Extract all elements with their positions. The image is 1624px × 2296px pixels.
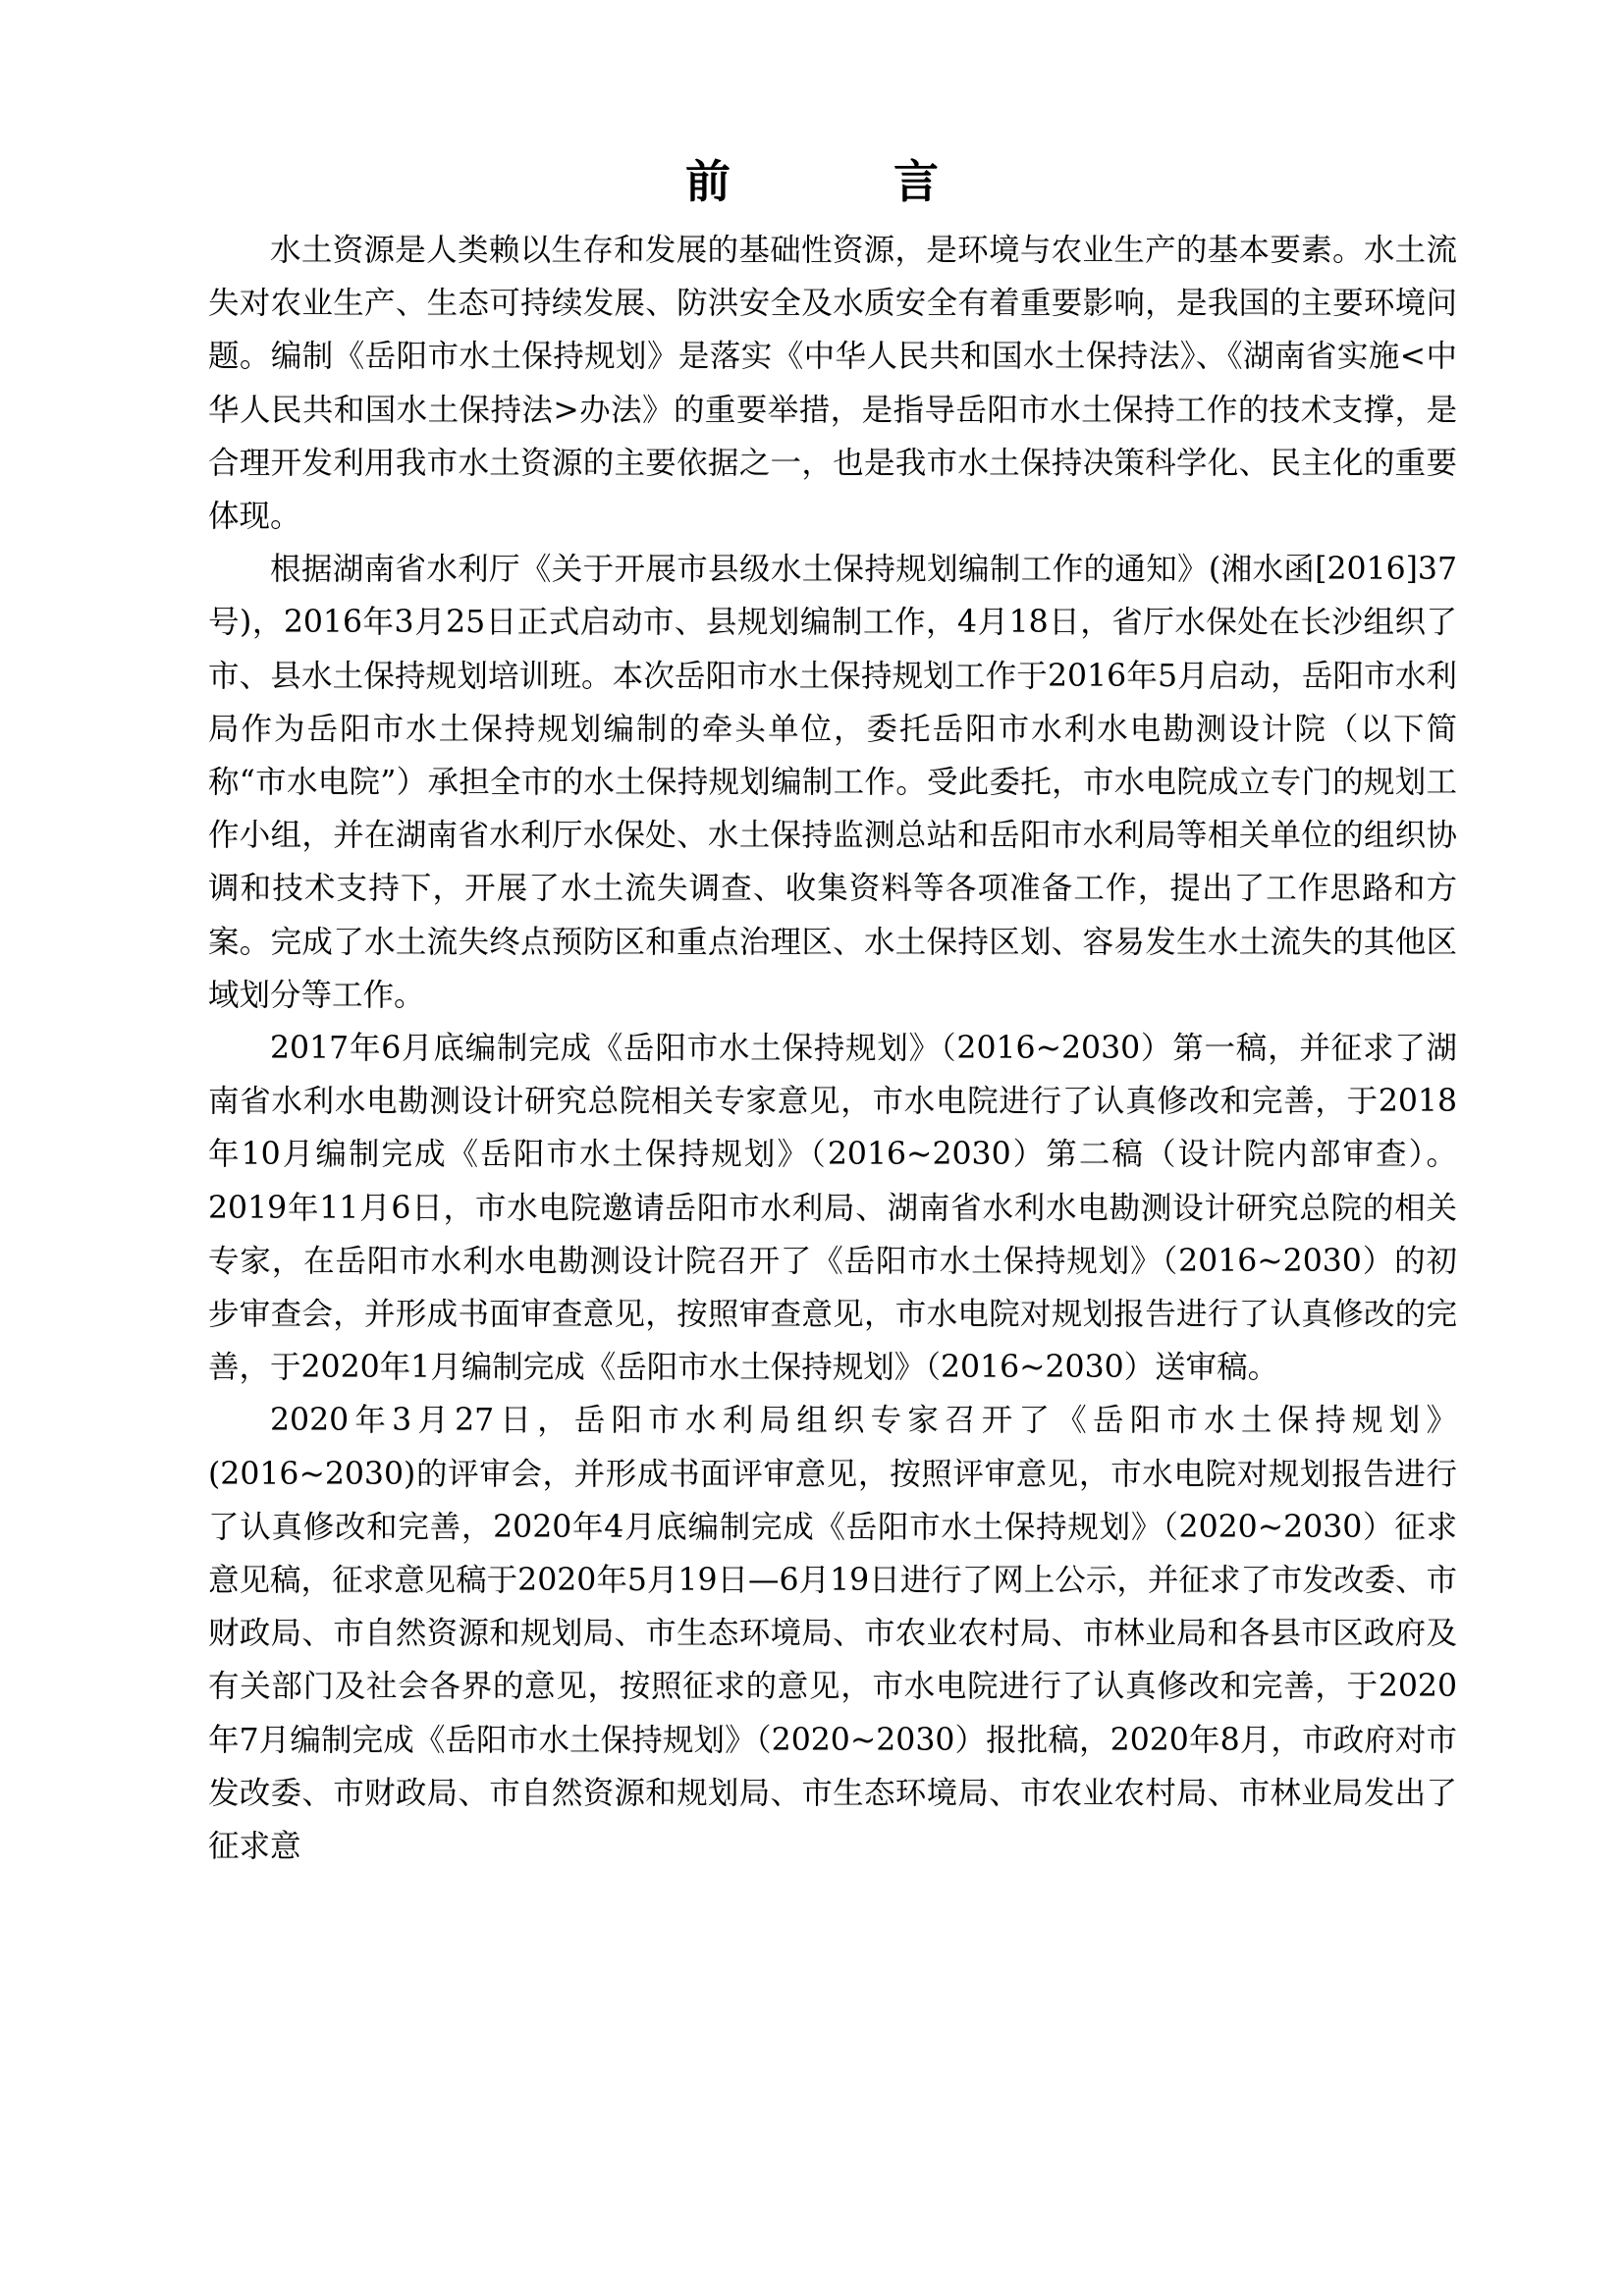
paragraph-1: 水土资源是人类赖以生存和发展的基础性资源，是环境与农业生产的基本要素。水土流失对农业生产、生态可持续发展、防洪安全及水质安全有着重要影响，是我国的主要环境问题。编制《岳阳市水土保持规划》是落实《中华人民共和国水土保持法》、《湖南省实施<中华人民共和国水土保持法>办法》的重要举措，是指导岳阳市水土保持工作的技术支撑，是合理开发利用我市水土资源的主要依据之一，也是我市水土保持决策科学化、民主化的重要体现。 [208, 233, 1457, 535]
document-body [208, 224, 1457, 1873]
paragraph-2: 根据湖南省水利厅《关于开展市县级水土保持规划编制工作的通知》(湘水函[2016]37号)，2016年3月25日正式启动市、县规划编制工作，4月18日，省厅水保处在长沙组织了市、县水土保持规划培训班。本次岳阳市水土保持规划工作于2016年5月启动，岳阳市水利局作为岳阳市水土保持规划编制的牵头单位，委托岳阳市水利水电勘测设计院（以下简称“市水电院”）承担全市的水土保持规划编制工作。受此委托，市水电院成立专门的规划工作小组，并在湖南省水利厅水保处、水土保持监测总站和岳阳市水利局等相关单位的组织协调和技术支持下，开展了水土流失调查、收集资料等各项准备工作，提出了工作思路和方案。完成了水土流失终点预防区和重点治理区、水土保持区划、容易发生水土流失的其他区域划分等工作。 [208, 552, 1457, 1013]
paragraph-3: 2017年6月底编制完成《岳阳市水土保持规划》（2016~2030）第一稿，并征求了湖南省水利水电勘测设计研究总院相关专家意见，市水电院进行了认真修改和完善，于2018年10月编制完成《岳阳市水土保持规划》（2016~2030）第二稿（设计院内部审查）。2019年11月6日，市水电院邀请岳阳市水利局、湖南省水利水电勘测设计研究总院的相关专家，在岳阳市水利水电勘测设计院召开了《岳阳市水土保持规划》（2016~2030）的初步审查会，并形成书面审查意见，按照审查意见，市水电院对规划报告进行了认真修改的完善，于2020年1月编制完成《岳阳市水土保持规划》（2016~2030）送审稿。 [208, 1031, 1457, 1386]
paragraph-4: 2020年3月27日，岳阳市水利局组织专家召开了《岳阳市水土保持规划》(2016~2030)的评审会，并形成书面评审意见，按照评审意见，市水电院对规划报告进行了认真修改和完善，2020年4月底编制完成《岳阳市水土保持规划》（2020~2030）征求意见稿，征求意见稿于2020年5月19日—6月19日进行了网上公示，并征求了市发改委、市财政局、市自然资源和规划局、市生态环境局、市农业农村局、市林业局和各县市区政府及有关部门及社会各界的意见，按照征求的意见，市水电院进行了认真修改和完善，于2020年7月编制完成《岳阳市水土保持规划》（2020~2030）报批稿，2020年8月，市政府对市发改委、市财政局、市自然资源和规划局、市生态环境局、市农业农村局、市林业局发出了征求意 [208, 1403, 1457, 1865]
page-title: 前 言 [685, 155, 998, 208]
